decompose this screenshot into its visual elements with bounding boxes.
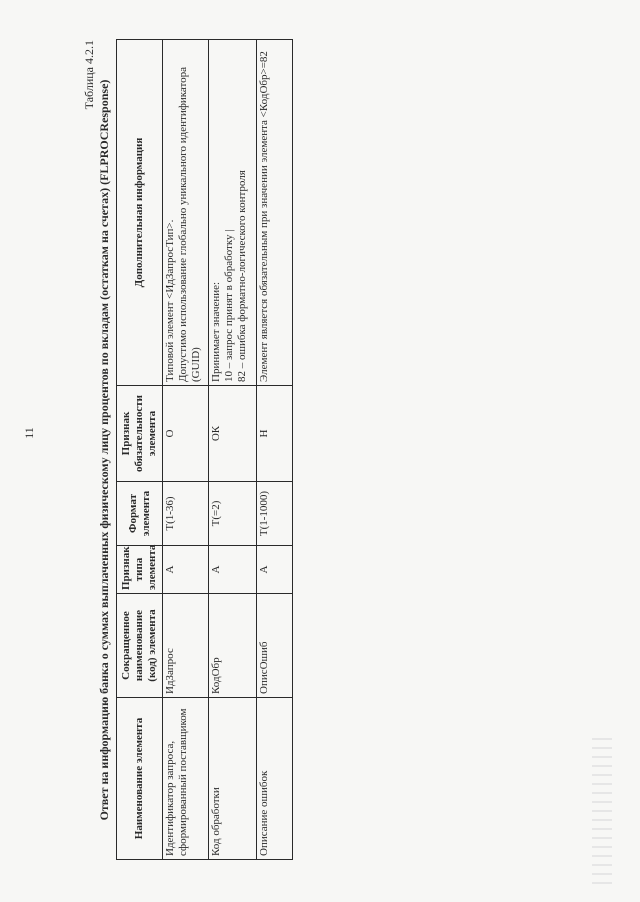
cell-element-name: Код обработки [209, 698, 257, 860]
cell-element-type: А [163, 546, 209, 594]
table-row [257, 40, 293, 860]
cell-element-code: ИдЗапрос [163, 594, 209, 698]
header-element-code: Сокращенное наименование (код) элемента [117, 594, 163, 698]
info-line: 10 – запрос принят в обработку | [223, 229, 235, 382]
info-line: Допустимо использование глобально уникального идентификатора (GUID) [177, 66, 202, 382]
header-element-required: Признак обязательности элемента [117, 386, 163, 482]
header-element-name: Наименование элемента [117, 698, 163, 860]
rotated-table-block [82, 40, 282, 860]
scan-noise [592, 734, 612, 884]
header-additional-info: Дополнительная информация [117, 40, 163, 386]
element-spec-table [116, 39, 293, 860]
cell-element-required: Н [257, 386, 293, 482]
cell-element-code: ОписОшиб [257, 594, 293, 698]
cell-element-required: О [163, 386, 209, 482]
table-number: Таблица 4.2.1 [82, 40, 96, 110]
table-row [209, 40, 257, 860]
table-title: Ответ на информацию банка о суммах выплаченных физическому лицу процентов по вкладам (остаткам на счетах) (FLPROCResponse) [97, 79, 111, 821]
page-number: 11 [22, 427, 36, 439]
header-element-format: Формат элемента [117, 482, 163, 546]
cell-element-format: T(1-1000) [257, 482, 293, 546]
cell-element-name: Описание ошибок [257, 698, 293, 860]
info-line: 82 – ошибка форматно-логического контроля [236, 170, 248, 382]
cell-element-required: ОК [209, 386, 257, 482]
cell-element-code: КодОбр [209, 594, 257, 698]
info-line: Элемент является обязательным при значении элемента <КодОбр>=82 [258, 51, 270, 382]
cell-element-format: T(1-36) [163, 482, 209, 546]
info-line: Принимает значение: [210, 281, 222, 382]
cell-additional-info [209, 40, 257, 386]
cell-element-type: А [209, 546, 257, 594]
cell-element-format: T(=2) [209, 482, 257, 546]
table-row [163, 40, 209, 860]
header-row [117, 40, 163, 860]
cell-element-type: А [257, 546, 293, 594]
cell-additional-info [257, 40, 293, 386]
info-line: Типовой элемент <ИдЗапросТип>. [164, 219, 176, 382]
cell-additional-info [163, 40, 209, 386]
cell-element-name: Идентификатор запроса, сформированный поставщиком [163, 698, 209, 860]
header-element-type: Признак типа элемента [117, 546, 163, 594]
